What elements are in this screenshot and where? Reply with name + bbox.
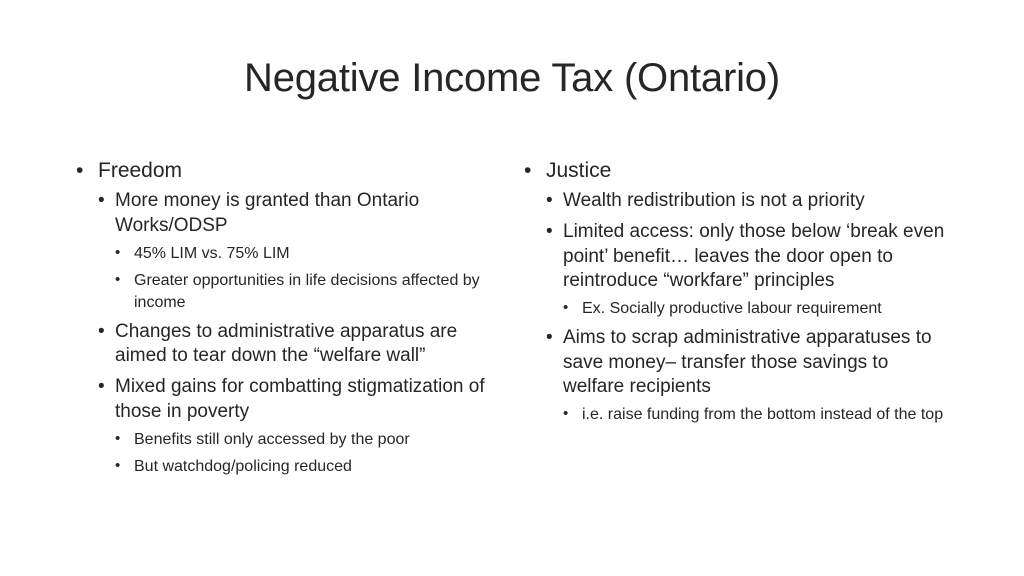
bullet-icon: •: [115, 456, 121, 474]
bullet-icon: •: [546, 220, 553, 242]
bullet-icon: •: [563, 298, 569, 316]
bullet-icon: •: [115, 270, 121, 288]
bullet-icon: •: [524, 159, 532, 182]
nested-list: [115, 243, 506, 314]
list-item-text: i.e. raise funding from the bottom instead of the top: [582, 406, 944, 424]
list-item-text: More money is granted than Ontario Works/ODSP: [115, 190, 420, 236]
list-item: [98, 375, 506, 478]
list-item-text: But watchdog/policing reduced: [134, 457, 352, 475]
list-item: [98, 320, 506, 369]
slide-title: Negative Income Tax (Ontario): [244, 56, 780, 100]
right-sub-list: [546, 189, 954, 426]
list-item-text: Limited access: only those below ‘break even point’ benefit… leaves the door open to reintroduce “workfare” principles: [563, 220, 945, 292]
list-item-text: 45% LIM vs. 75% LIM: [134, 244, 290, 262]
right-heading-item: [524, 158, 954, 426]
bullet-icon: •: [76, 159, 84, 182]
list-item-text: Mixed gains for combatting stigmatization of those in poverty: [115, 376, 485, 422]
list-item: [563, 404, 954, 426]
bullet-icon: •: [546, 327, 553, 349]
list-item-text: Changes to administrative apparatus are aimed to tear down the “welfare wall”: [115, 320, 458, 367]
bullet-icon: •: [115, 243, 121, 261]
left-column: [76, 158, 506, 484]
list-item-text: Aims to scrap administrative apparatuses to save money– transfer those savings to welfare recipients: [563, 327, 932, 398]
list-item: [115, 243, 506, 265]
list-item: [563, 298, 954, 320]
list-item: [115, 429, 506, 451]
left-heading: Freedom: [98, 159, 183, 182]
left-bullet-list: [76, 158, 506, 478]
bullet-icon: •: [546, 190, 553, 212]
list-item: [115, 270, 506, 314]
left-sub-list: [98, 189, 506, 478]
list-item: [546, 220, 954, 320]
bullet-icon: •: [98, 376, 105, 398]
list-item-text: Ex. Socially productive labour requirement: [582, 299, 882, 317]
right-bullet-list: [524, 158, 954, 426]
bullet-icon: •: [563, 405, 569, 423]
nested-list: [563, 298, 954, 320]
right-heading: Justice: [546, 159, 612, 182]
bullet-icon: •: [115, 429, 121, 447]
nested-list: [563, 404, 954, 426]
list-item-text: Benefits still only accessed by the poor: [134, 430, 410, 448]
list-item: [546, 326, 954, 426]
bullet-icon: •: [98, 320, 105, 342]
list-item-text: Greater opportunities in life decisions affected by income: [134, 271, 480, 311]
right-column: [524, 158, 954, 432]
list-item: [546, 189, 954, 214]
list-item-text: Wealth redistribution is not a priority: [563, 190, 865, 212]
left-heading-item: [76, 158, 506, 478]
nested-list: [115, 429, 506, 478]
list-item: [98, 189, 506, 314]
bullet-icon: •: [98, 190, 105, 212]
list-item: [115, 456, 506, 478]
